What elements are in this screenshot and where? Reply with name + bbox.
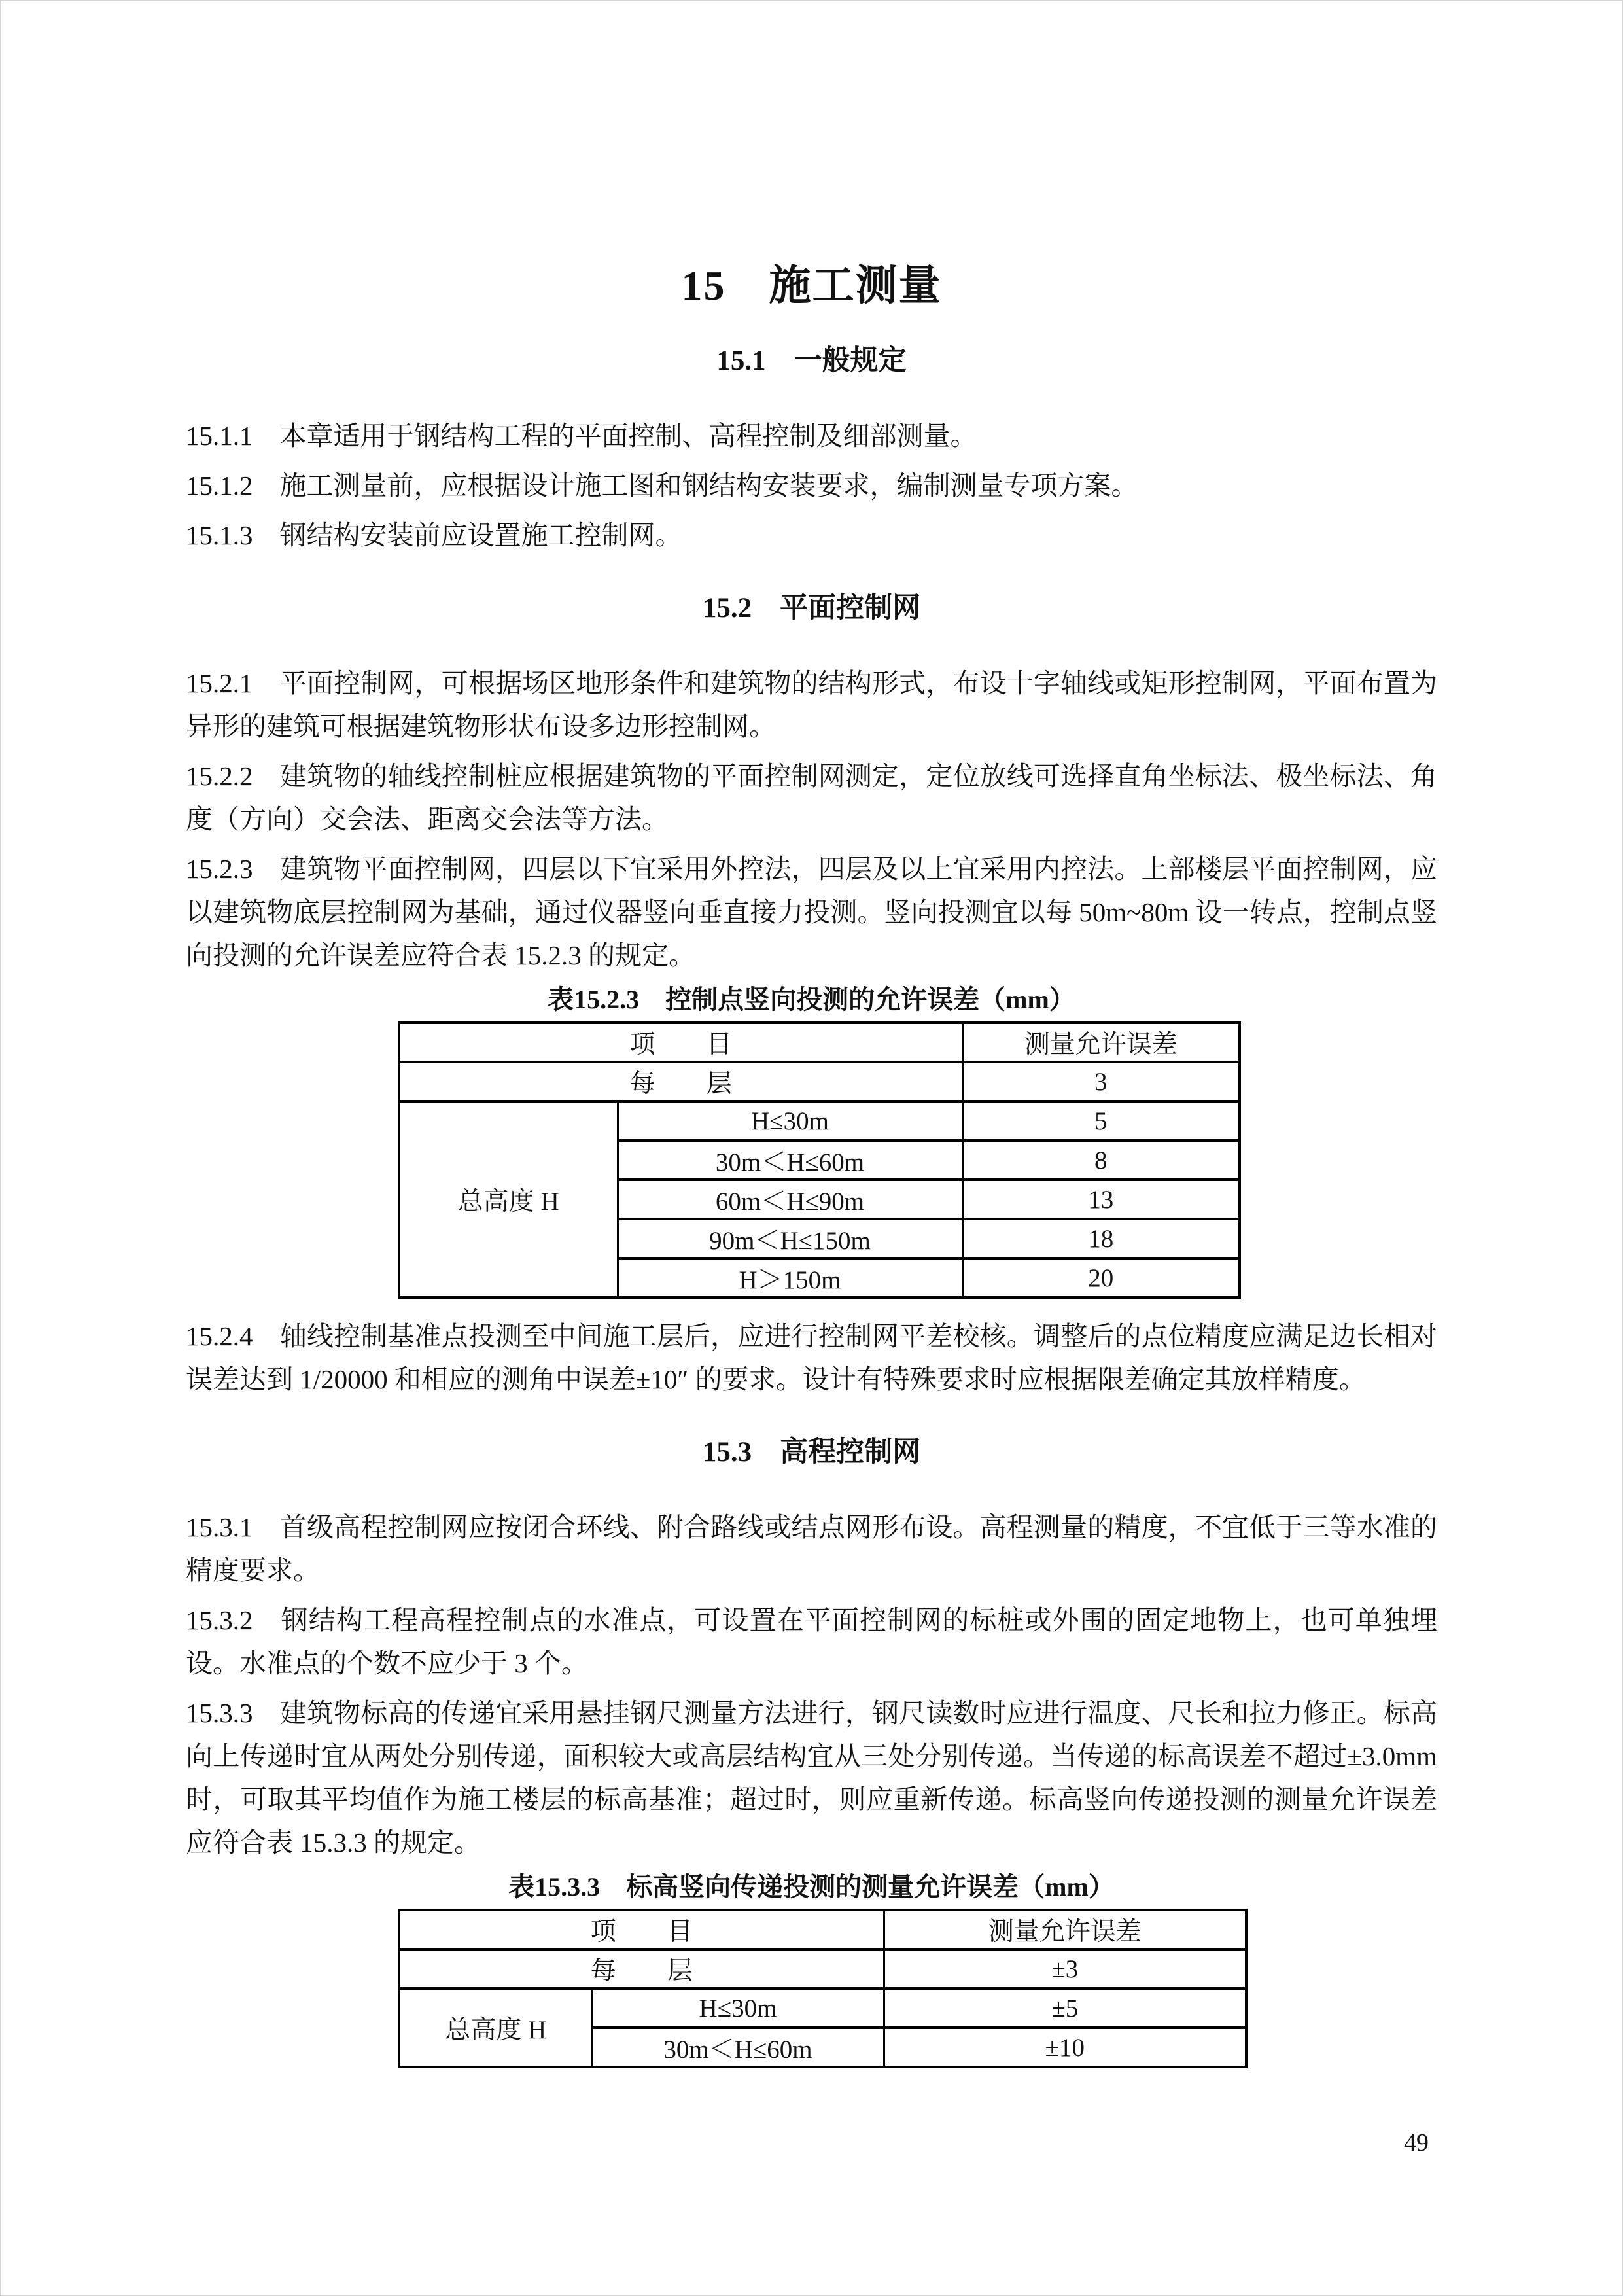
clause-15-1-1: 15.1.1 本章适用于钢结构工程的平面控制、高程控制及细部测量。 [186, 421, 977, 451]
table-cell-value: ±5 [884, 1988, 1246, 2028]
table-cell-value: 20 [962, 1258, 1240, 1298]
page-number: 49 [1404, 2129, 1429, 2157]
clause-15-2-3: 15.2.3 建筑物平面控制网，四层以下宜采用外控法，四层及以上宜采用内控法。上部楼层平面控制网，应以建筑物底层控制网为基础，通过仪器竖向垂直接力投测。竖向投测宜以每 50m~80m 设一转点，控制点竖向投测的允许误差应符合表 15.2.3 的规定。 [186, 854, 1437, 970]
table-header-tolerance: 测量允许误差 [884, 1910, 1246, 1949]
table-cell-condition: 30m＜H≤60m [618, 1140, 962, 1180]
table-cell-total-height: 总高度 H [399, 1101, 618, 1298]
table-row [399, 1023, 1240, 1062]
table-header-item: 项 目 [399, 1910, 884, 1949]
table-cell-per-floor-value: 3 [962, 1062, 1240, 1101]
clause-15-3-3: 15.3.3 建筑物标高的传递宜采用悬挂钢尺测量方法进行，钢尺读数时应进行温度、尺长和拉力修正。标高向上传递时宜从两处分别传递，面积较大或高层结构宜从三处分别传递。当传递的标高误差不超过±3.0mm 时，可取其平均值作为施工楼层的标高基准；超过时，则应重新传递。标高竖向传递投测的测量允许误差应符合表 15.3.3 的规定。 [186, 1698, 1437, 1858]
table-header-tolerance: 测量允许误差 [962, 1023, 1240, 1062]
clause-15-2-1: 15.2.1 平面控制网，可根据场区地形条件和建筑物的结构形式，布设十字轴线或矩形控制网，平面布置为异形的建筑可根据建筑物形状布设多边形控制网。 [186, 668, 1437, 741]
clause-15-1-2: 15.1.2 施工测量前，应根据设计施工图和钢结构安装要求，编制测量专项方案。 [186, 470, 1138, 501]
table-15-2-3-caption: 表15.2.3 控制点竖向投测的允许误差（mm） [548, 985, 1075, 1014]
table-cell-value: 18 [962, 1219, 1240, 1258]
table-cell-condition: H≤30m [592, 1988, 884, 2028]
table-cell-per-floor: 每 层 [399, 1062, 962, 1101]
table-cell-per-floor-value: ±3 [884, 1949, 1246, 1988]
table-cell-value: 8 [962, 1140, 1240, 1180]
table-cell-value: 5 [962, 1101, 1240, 1140]
table-15-2-3 [398, 1021, 1241, 1299]
table-row [399, 1988, 1246, 2028]
section-heading-15-3: 15.3 高程控制网 [702, 1437, 921, 1468]
table-cell-value: ±10 [884, 2028, 1246, 2067]
section-heading-15-1: 15.1 一般规定 [716, 345, 907, 376]
table-15-3-3-caption: 表15.3.3 标高竖向传递投测的测量允许误差（mm） [508, 1872, 1115, 1901]
table-row [399, 1949, 1246, 1988]
table-cell-condition: 90m＜H≤150m [618, 1219, 962, 1258]
table-cell-condition: 60m＜H≤90m [618, 1180, 962, 1219]
table-cell-total-height: 总高度 H [399, 1988, 592, 2067]
clause-15-2-2: 15.2.2 建筑物的轴线控制桩应根据建筑物的平面控制网测定，定位放线可选择直角坐标法、极坐标法、角度（方向）交会法、距离交会法等方法。 [186, 761, 1437, 834]
clause-15-2-4: 15.2.4 轴线控制基准点投测至中间施工层后，应进行控制网平差校核。调整后的点位精度应满足边长相对误差达到 1/20000 和相应的测角中误差±10″ 的要求。设计有特殊要求时应根据限差确定其放样精度。 [186, 1321, 1437, 1394]
section-heading-15-2: 15.2 平面控制网 [702, 593, 921, 624]
clause-15-3-1: 15.3.1 首级高程控制网应按闭合环线、附合路线或结点网形布设。高程测量的精度，不宜低于三等水准的精度要求。 [186, 1512, 1437, 1585]
chapter-title: 15 施工测量 [681, 262, 942, 309]
table-cell-value: 13 [962, 1180, 1240, 1219]
table-cell-condition: H≤30m [618, 1101, 962, 1140]
table-15-3-3 [398, 1909, 1248, 2068]
table-row [399, 1910, 1246, 1949]
table-header-item: 项 目 [399, 1023, 962, 1062]
table-cell-condition: H＞150m [618, 1258, 962, 1298]
table-row [399, 1062, 1240, 1101]
table-row [399, 1101, 1240, 1140]
table-cell-condition: 30m＜H≤60m [592, 2028, 884, 2067]
clause-15-3-2: 15.3.2 钢结构工程高程控制点的水准点，可设置在平面控制网的标桩或外围的固定地物上，也可单独埋设。水准点的个数不应少于 3 个。 [186, 1605, 1437, 1678]
table-cell-per-floor: 每 层 [399, 1949, 884, 1988]
clause-15-1-3: 15.1.3 钢结构安装前应设置施工控制网。 [186, 520, 682, 550]
